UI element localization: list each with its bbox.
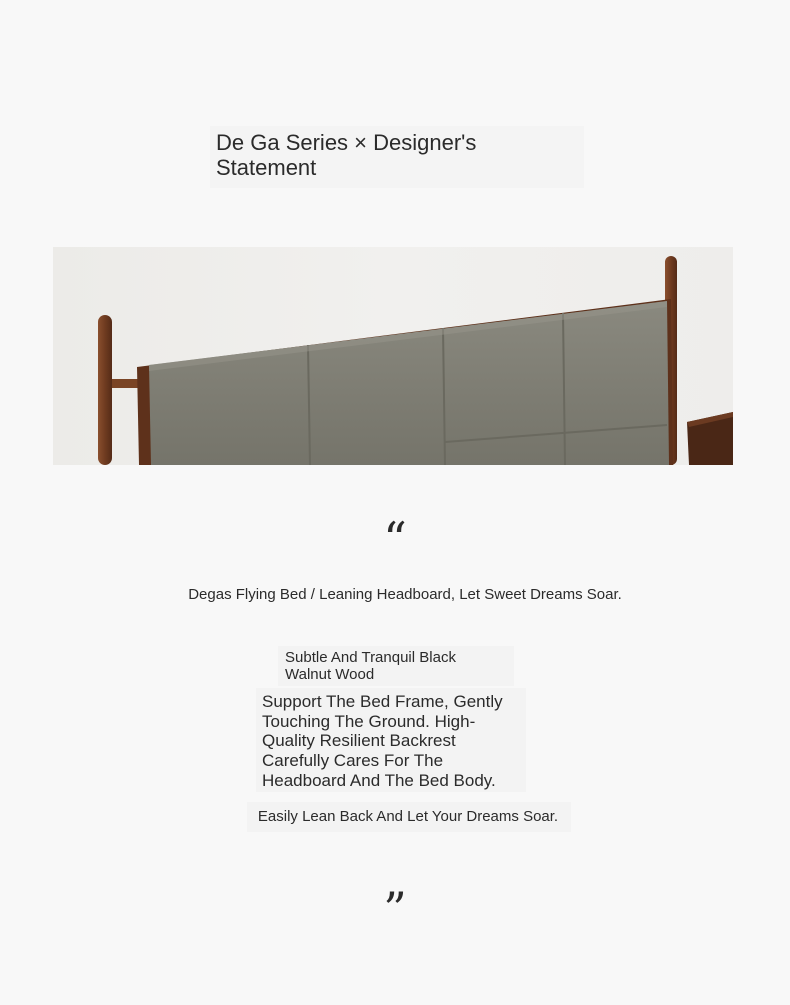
page-title: De Ga Series × Designer's Statement (216, 130, 477, 180)
tagline: Degas Flying Bed / Leaning Headboard, Let Sweet Dreams Soar. (188, 586, 622, 603)
opening-quote-icon: “ (383, 512, 407, 566)
hero-image (53, 247, 733, 465)
closing-quote-icon: ” (383, 882, 407, 936)
headboard-photo (53, 247, 733, 465)
body-text: Support The Bed Frame, Gently Touching The Ground. High-Quality Resilient Backrest Carefully Cares For The Headboard And The Bed Body. (262, 692, 503, 790)
material-label: Subtle And Tranquil Black Walnut Wood (285, 649, 456, 683)
closing-line: Easily Lean Back And Let Your Dreams Soar. (257, 808, 559, 825)
